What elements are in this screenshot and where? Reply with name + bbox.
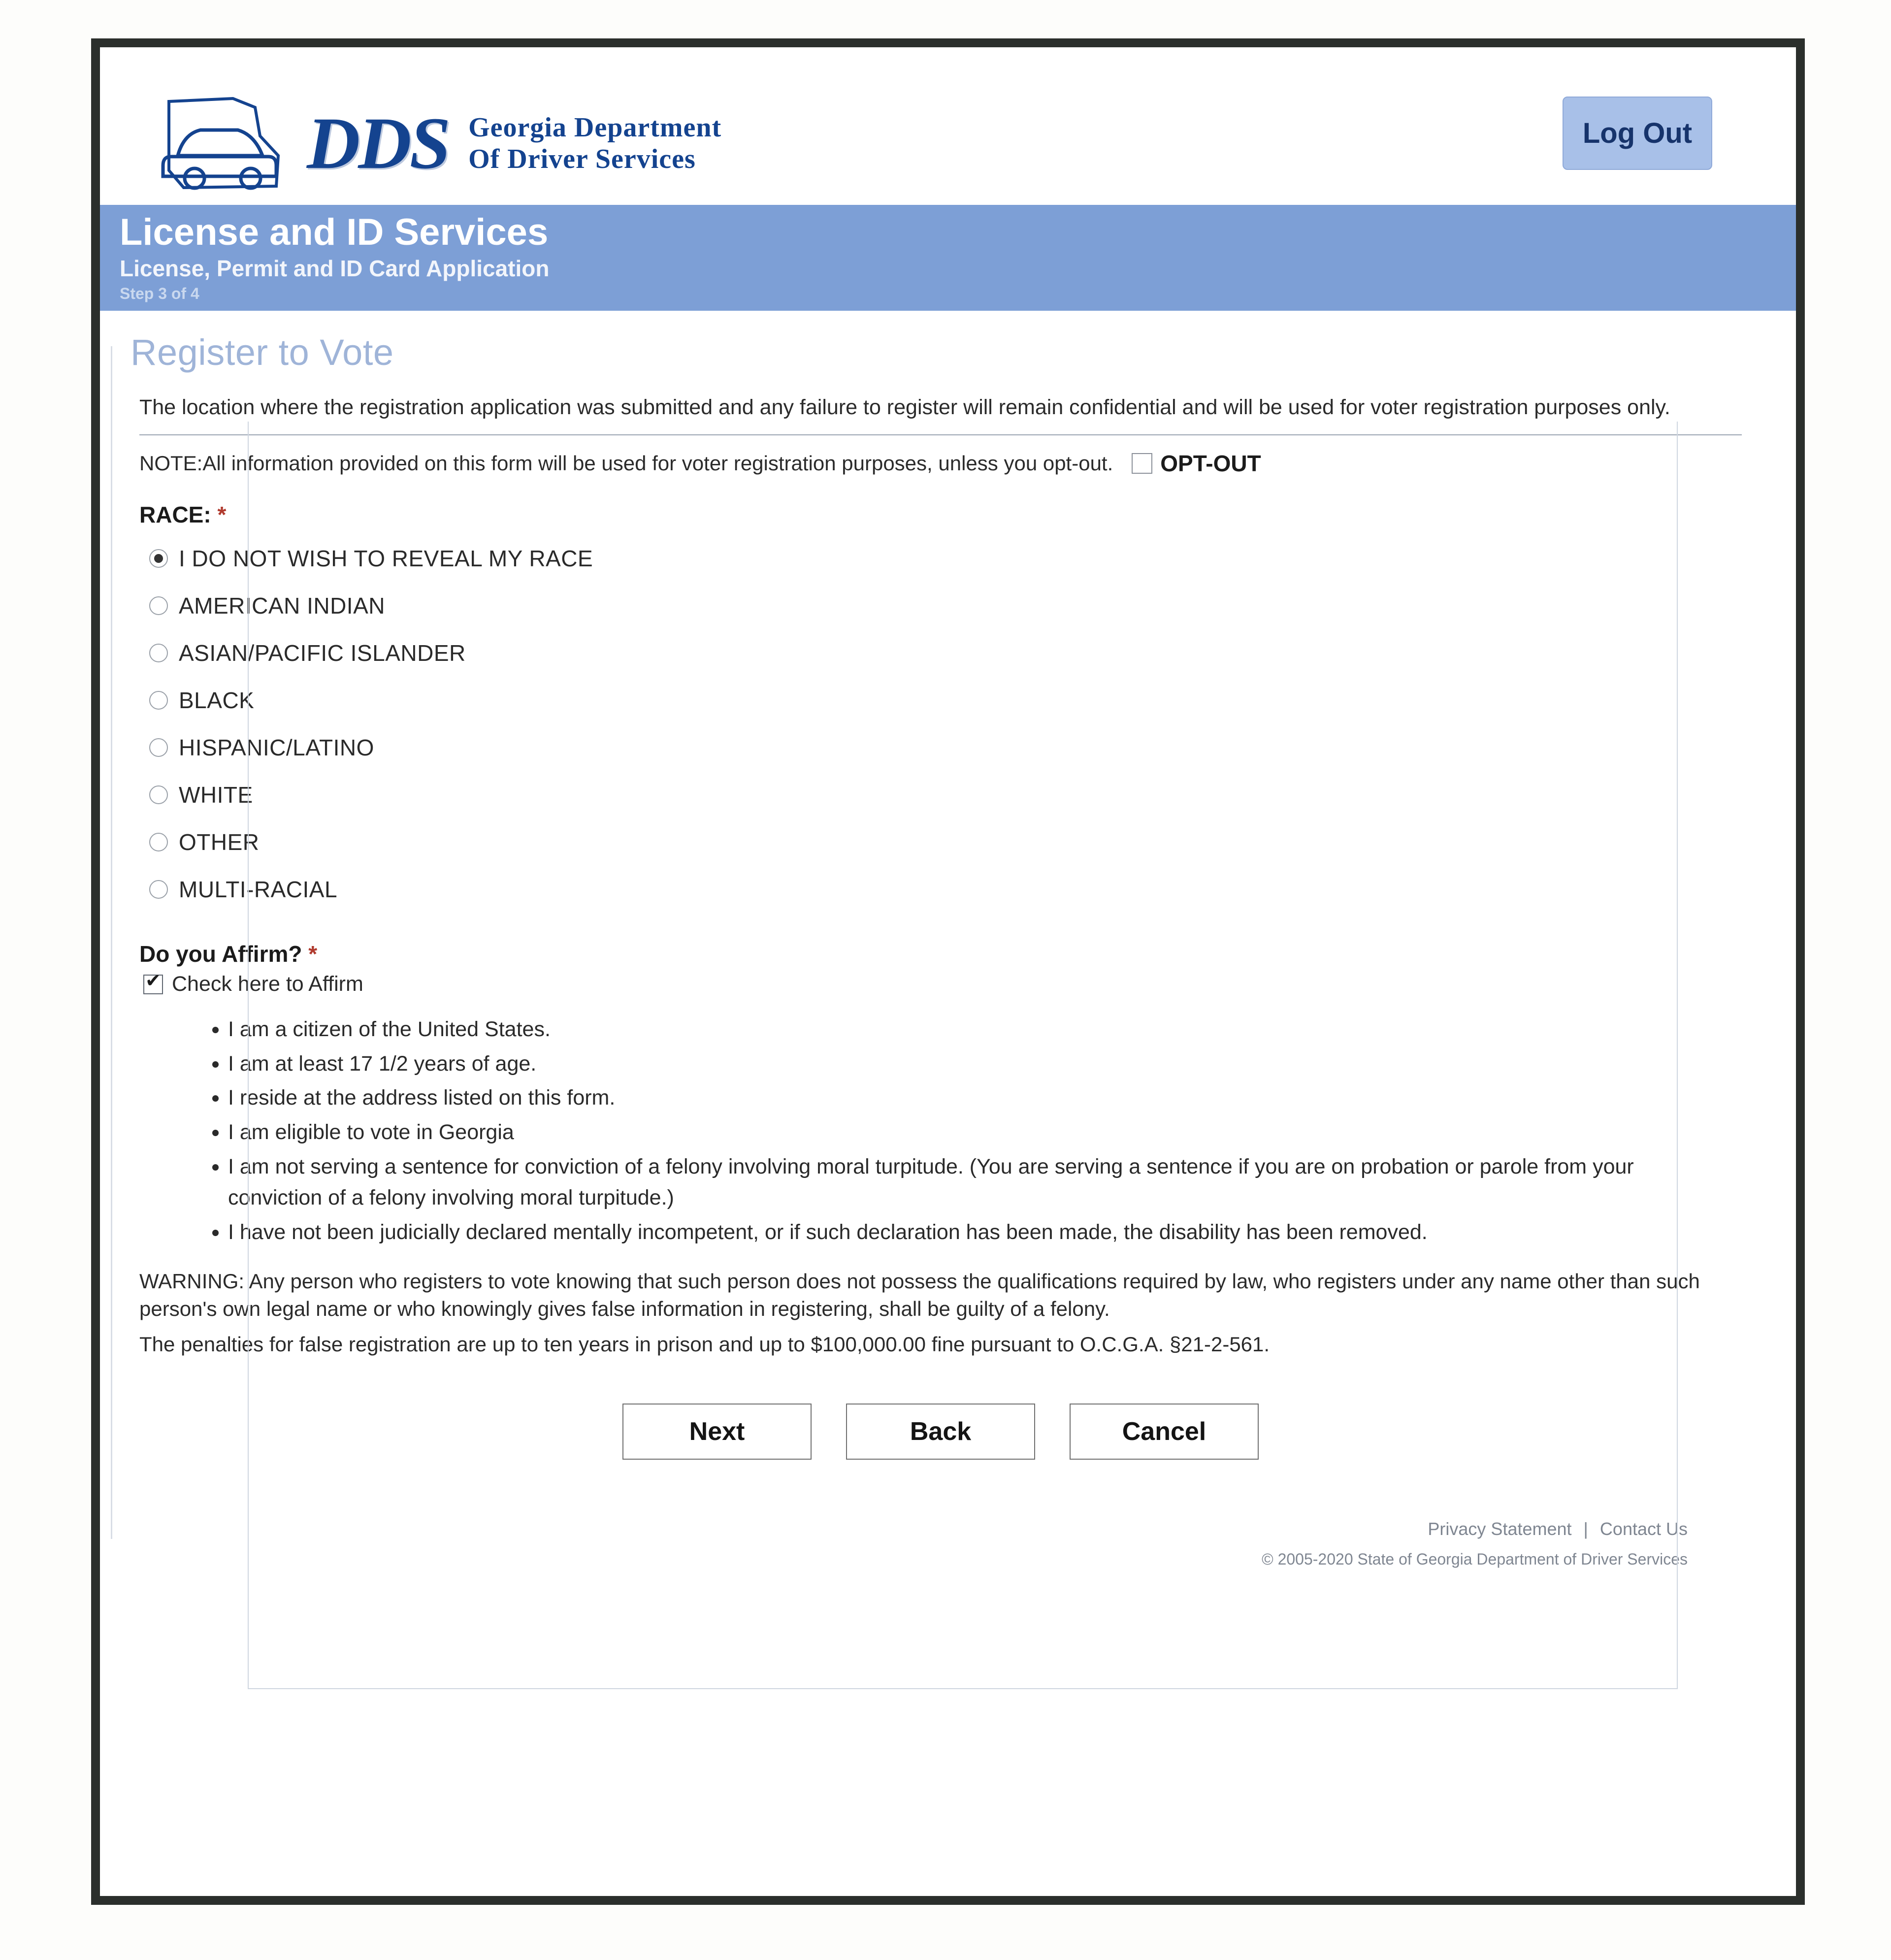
race-option-label: MULTI-RACIAL	[179, 877, 338, 903]
contact-us-link[interactable]: Contact Us	[1599, 1519, 1688, 1539]
race-option-row[interactable]	[149, 677, 1761, 724]
affirm-checkbox-label: Check here to Affirm	[172, 972, 363, 996]
penalty-paragraph: The penalties for false registration are up to ten years in prison and up to $100,000.00 fine pursuant to O.C.G.A. §21-2-561.	[139, 1333, 1270, 1356]
back-button[interactable]: Back	[846, 1404, 1035, 1460]
race-radio-group[interactable]	[149, 535, 1761, 913]
step-indicator: Step 3 of 4	[120, 285, 199, 302]
footer-separator: |	[1583, 1519, 1588, 1539]
list-item: • I reside at the address listed on this form.	[228, 1082, 1702, 1114]
browser-window-frame	[91, 38, 1805, 1905]
race-option-row[interactable]	[149, 535, 1761, 582]
race-option-label: OTHER	[179, 829, 260, 855]
brand-logo[interactable]	[154, 82, 721, 205]
warning-text: Any person who registers to vote knowing that such person does not possess the qualifications required by law, who registers under any name other than such person's own legal name or who knowingly gives false information in registering, shall be guilty of a felony.	[139, 1270, 1700, 1321]
list-item: • I have not been judicially declared mentally incompetent, or if such declaration has been made, the disability has been removed.	[228, 1217, 1702, 1248]
form-actions	[120, 1404, 1761, 1460]
page-footer	[120, 1519, 1761, 1568]
optout-label: OPT-OUT	[1160, 451, 1261, 477]
race-radio-no-reveal[interactable]	[149, 549, 168, 568]
race-label-text: RACE:	[139, 502, 211, 528]
race-option-row[interactable]	[149, 771, 1761, 818]
race-option-label: ASIAN/PACIFIC ISLANDER	[179, 640, 466, 666]
intro-paragraph: The location where the registration application was submitted and any failure to register will remain confidential and will be used for voter registration purposes only.	[139, 395, 1670, 419]
race-option-label: WHITE	[179, 782, 253, 808]
race-option-row[interactable]	[149, 724, 1761, 771]
page-header	[100, 47, 1796, 205]
department-line-1: Georgia Department	[468, 112, 722, 143]
next-button[interactable]: Next	[622, 1404, 812, 1460]
affirm-checkbox-group[interactable]	[143, 972, 1761, 996]
warning-bold-label: WARNING:	[139, 1270, 245, 1293]
note-text: All information provided on this form will be used for voter registration purposes, unless you opt-out.	[202, 452, 1113, 475]
list-item: • I am eligible to vote in Georgia	[228, 1117, 1702, 1148]
race-option-row[interactable]	[149, 866, 1761, 913]
race-radio-black[interactable]	[149, 691, 168, 710]
logout-button[interactable]: Log Out	[1563, 97, 1712, 170]
list-item: • I am not serving a sentence for conviction of a felony involving moral turpitude. (You are serving a sentence if you are on probation or parole from your conviction of a felony involving moral turpitude.)	[228, 1151, 1702, 1214]
race-radio-other[interactable]	[149, 833, 168, 851]
optout-checkbox-group[interactable]	[1132, 450, 1261, 477]
warning-paragraph	[139, 1268, 1727, 1323]
application-page	[100, 47, 1796, 1896]
note-bold-label: NOTE:	[139, 452, 203, 475]
copyright-text: © 2005-2020 State of Georgia Department of Driver Services	[1262, 1550, 1688, 1568]
affirm-required-marker: *	[308, 941, 318, 967]
race-option-row[interactable]	[149, 582, 1761, 629]
list-item: • I am at least 17 1/2 years of age.	[228, 1048, 1702, 1080]
race-option-label: I DO NOT WISH TO REVEAL MY RACE	[179, 546, 593, 572]
race-radio-american-indian[interactable]	[149, 596, 168, 615]
race-radio-white[interactable]	[149, 785, 168, 804]
affirm-label-text: Do you Affirm?	[139, 941, 302, 967]
content-left-rule	[111, 346, 112, 1539]
page-title: Register to Vote	[130, 332, 394, 373]
divider	[139, 434, 1742, 435]
georgia-car-outline-icon	[154, 82, 302, 205]
department-line-2: Of Driver Services	[468, 144, 696, 174]
service-title-band	[100, 205, 1796, 311]
service-title: License and ID Services	[120, 211, 549, 253]
list-item: • I am a citizen of the United States.	[228, 1014, 1702, 1045]
brand-abbrev: DDS	[307, 102, 449, 184]
race-option-label: AMERICAN INDIAN	[179, 593, 385, 619]
race-option-label: BLACK	[179, 687, 255, 714]
optout-checkbox[interactable]	[1132, 453, 1152, 474]
race-option-row[interactable]	[149, 818, 1761, 866]
race-option-row[interactable]	[149, 629, 1761, 677]
race-radio-multi-racial[interactable]	[149, 880, 168, 899]
footer-links	[120, 1519, 1688, 1539]
note-row	[139, 450, 1761, 477]
privacy-statement-link[interactable]: Privacy Statement	[1428, 1519, 1572, 1539]
affirm-statement-list	[208, 1014, 1702, 1248]
race-option-label: HISPANIC/LATINO	[179, 735, 374, 761]
race-label	[139, 501, 1761, 528]
race-required-marker: *	[217, 502, 227, 528]
form-content	[100, 331, 1796, 1568]
race-radio-asian-pacific-islander[interactable]	[149, 644, 168, 662]
race-radio-hispanic-latino[interactable]	[149, 738, 168, 757]
affirm-checkbox[interactable]	[143, 975, 163, 994]
application-subtitle: License, Permit and ID Card Application	[120, 256, 550, 281]
affirm-label	[139, 941, 1761, 967]
cancel-button[interactable]: Cancel	[1070, 1404, 1259, 1460]
department-name	[468, 112, 721, 175]
